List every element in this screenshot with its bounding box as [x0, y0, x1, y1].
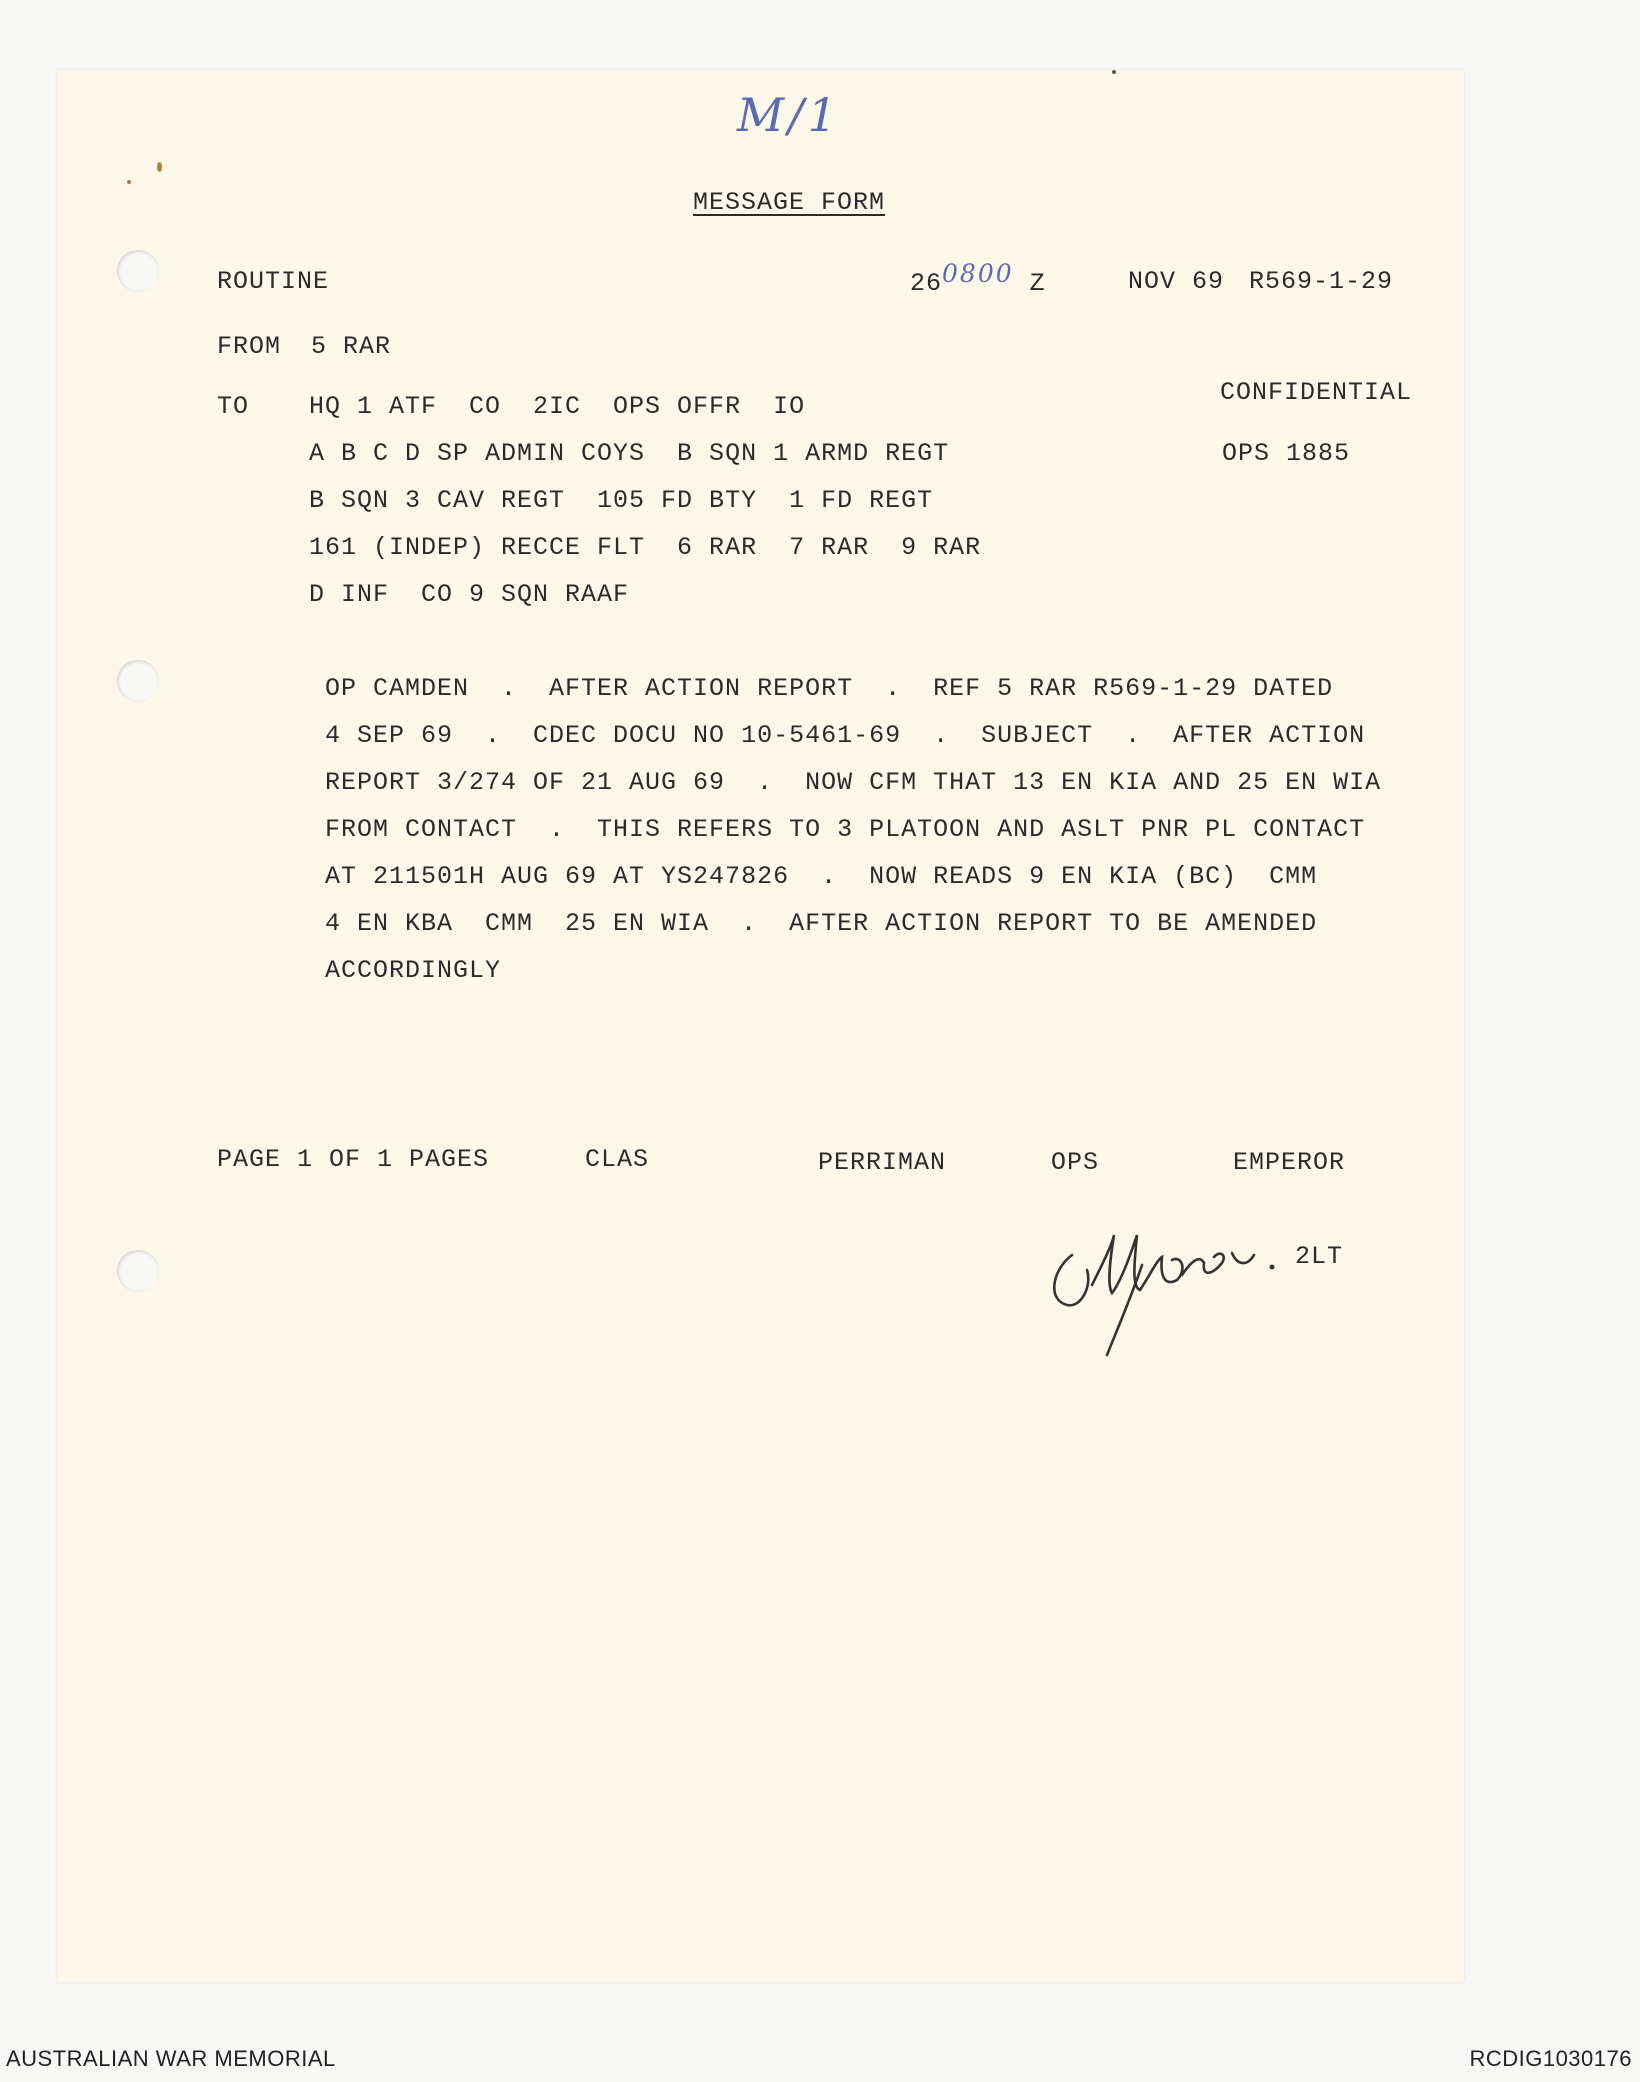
month-year: NOV 69: [1128, 267, 1225, 296]
ops-number: OPS 1885: [1222, 439, 1351, 468]
body-line: REPORT 3/274 OF 21 AUG 69 . NOW CFM THAT 13 EN KIA AND 25 EN WIA: [325, 768, 1382, 797]
paper-stain: [157, 162, 162, 172]
dtg-day: 26: [910, 269, 943, 298]
clas-field: CLAS: [585, 1145, 650, 1174]
originator-name: PERRIMAN: [818, 1148, 947, 1177]
page-count: PAGE 1 OF 1 PAGES: [217, 1145, 490, 1174]
from-value: 5 RAR: [311, 332, 392, 361]
body-line: OP CAMDEN . AFTER ACTION REPORT . REF 5 RAR R569-1-29 DATED: [325, 674, 1334, 703]
form-title: MESSAGE FORM: [693, 188, 886, 217]
message-reference: R569-1-29: [1249, 267, 1394, 296]
to-line: 161 (INDEP) RECCE FLT 6 RAR 7 RAR 9 RAR: [309, 533, 982, 562]
from-label: FROM: [217, 332, 282, 361]
to-line: A B C D SP ADMIN COYS B SQN 1 ARMD REGT: [309, 439, 950, 468]
callsign: EMPEROR: [1233, 1148, 1346, 1177]
body-line: AT 211501H AUG 69 AT YS247826 . NOW READS 9 EN KIA (BC) CMM: [325, 862, 1318, 891]
originator-rank: 2LT: [1295, 1242, 1344, 1271]
classification: CONFIDENTIAL: [1220, 378, 1413, 407]
handwritten-reference: M/1: [737, 88, 841, 142]
message-form-page: [57, 70, 1464, 1982]
archive-item-id: RCDIG1030176: [1469, 2046, 1632, 2071]
paper-stain: [127, 180, 131, 184]
dtg-handwritten-time: 0800: [942, 259, 1014, 288]
ops-field: OPS: [1051, 1148, 1100, 1177]
date-time-group: [910, 259, 1046, 299]
punch-hole-top: [117, 250, 159, 292]
punch-hole-bottom: [117, 1250, 159, 1292]
to-label: TO: [217, 392, 250, 421]
precedence: ROUTINE: [217, 267, 330, 296]
body-line: 4 EN KBA CMM 25 EN WIA . AFTER ACTION REPORT TO BE AMENDED: [325, 909, 1318, 938]
paper-stain: [1112, 70, 1116, 74]
dtg-zone: Z: [1029, 269, 1046, 298]
to-line: HQ 1 ATF CO 2IC OPS OFFR IO: [309, 392, 806, 421]
punch-hole-middle: [117, 660, 159, 702]
body-line: 4 SEP 69 . CDEC DOCU NO 10-5461-69 . SUBJECT . AFTER ACTION: [325, 721, 1366, 750]
to-line: B SQN 3 CAV REGT 105 FD BTY 1 FD REGT: [309, 486, 934, 515]
to-line: D INF CO 9 SQN RAAF: [309, 580, 630, 609]
archive-source-label: AUSTRALIAN WAR MEMORIAL: [6, 2046, 336, 2071]
body-line: FROM CONTACT . THIS REFERS TO 3 PLATOON AND ASLT PNR PL CONTACT: [325, 815, 1366, 844]
body-line: ACCORDINGLY: [325, 956, 502, 985]
